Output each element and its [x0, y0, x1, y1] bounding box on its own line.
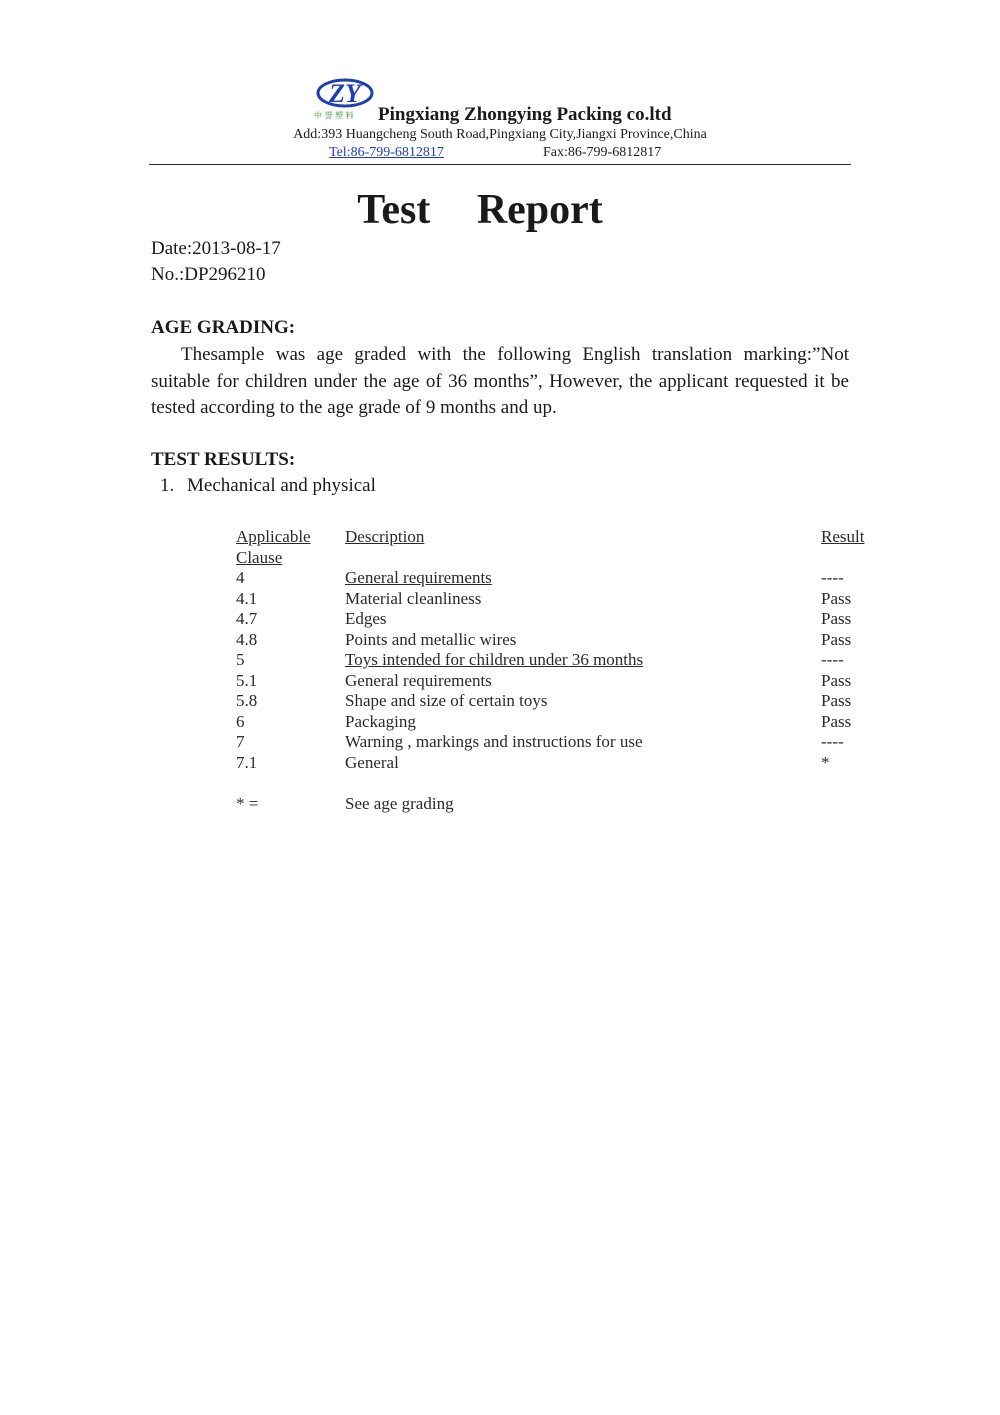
row-clause: 7.1 [236, 753, 258, 772]
column-header-description: Description [345, 527, 425, 546]
row-description: Toys intended for children under 36 months [345, 650, 644, 669]
header-divider [149, 164, 851, 165]
telephone-link[interactable]: Tel:86-799-6812817 [329, 145, 444, 160]
row-description: General requirements [345, 568, 492, 587]
list-item-label: Mechanical and physical [187, 475, 376, 496]
footnote-text: See age grading [345, 794, 454, 813]
row-clause: 4.8 [236, 630, 258, 649]
report-number: No.:DP296210 [151, 264, 266, 285]
row-description: General requirements [345, 671, 492, 690]
list-item-number: 1. [160, 475, 175, 496]
row-clause: 5.1 [236, 671, 258, 690]
report-date: Date:2013-08-17 [151, 238, 281, 259]
row-result: Pass [821, 589, 852, 608]
row-clause: 4 [236, 568, 245, 587]
row-clause: 4.1 [236, 589, 258, 608]
logo-chinese-text: 中 誉 塑 料 [314, 111, 354, 120]
column-header-clause-line2: Clause [236, 548, 283, 567]
row-clause: 7 [236, 732, 245, 751]
column-header-result: Result [821, 527, 865, 546]
test-results-heading: TEST RESULTS: [151, 449, 296, 470]
row-result: ---- [821, 568, 844, 587]
column-header-clause-line1: Applicable [236, 527, 311, 546]
fax-number: Fax:86-799-6812817 [543, 145, 662, 160]
company-logo [314, 76, 376, 120]
row-result: Pass [821, 671, 852, 690]
row-result: ---- [821, 732, 844, 751]
row-description: Packaging [345, 712, 416, 731]
page-title: Test Report [357, 187, 603, 233]
row-description: Shape and size of certain toys [345, 691, 548, 710]
logo-text: ZY [329, 79, 361, 108]
row-description: General [345, 753, 399, 772]
row-result: Pass [821, 691, 852, 710]
company-name: Pingxiang Zhongying Packing co.ltd [378, 104, 672, 125]
row-clause: 5 [236, 650, 245, 669]
age-grading-heading: AGE GRADING: [151, 317, 296, 338]
row-result: ---- [821, 650, 844, 669]
company-address: Add:393 Huangcheng South Road,Pingxiang City,Jiangxi Province,China [293, 127, 707, 142]
row-clause: 5.8 [236, 691, 258, 710]
row-clause: 4.7 [236, 609, 258, 628]
row-result: * [821, 753, 830, 772]
row-result: Pass [821, 609, 852, 628]
row-result: Pass [821, 712, 852, 731]
results-list-item [160, 475, 376, 497]
row-result: Pass [821, 630, 852, 649]
footnote-symbol: * = [236, 794, 259, 813]
row-description: Points and metallic wires [345, 630, 517, 649]
row-description: Material cleanliness [345, 589, 482, 608]
age-grading-paragraph: Thesample was age graded with the following English translation marking:”Not suitable for children under the age of 36 months”, However, the applicant requested it be tested according to the age grade of 9 months and up. [151, 344, 849, 418]
row-description: Warning , markings and instructions for use [345, 732, 643, 751]
row-clause: 6 [236, 712, 245, 731]
row-description: Edges [345, 609, 387, 628]
